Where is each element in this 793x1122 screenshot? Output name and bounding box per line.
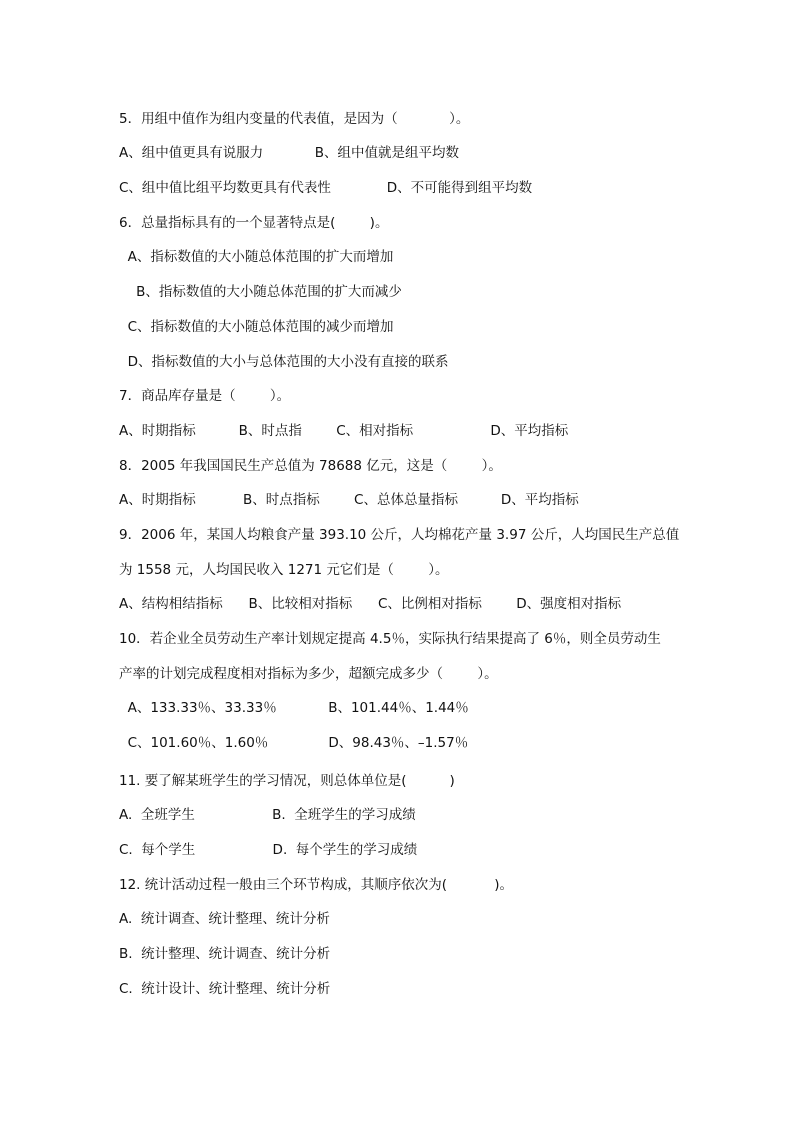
question-8-options: A、时期指标 B、时点指标 C、总体总量指标 D、平均指标 <box>119 492 579 508</box>
question-10-line-2: 产率的计划完成程度相对指标为多少，超额完成多少（ ）。 <box>119 666 498 682</box>
question-12: 12. 统计活动过程一般由三个环节构成，其顺序依次为( )。 <box>119 877 513 893</box>
question-7-options: A、时期指标 B、时点指 C、相对指标 D、平均指标 <box>119 423 569 439</box>
question-9-options: A、结构相结指标 B、比较相对指标 C、比例相对指标 D、强度相对指标 <box>119 596 622 612</box>
question-6-option-d: D、指标数值的大小与总体范围的大小没有直接的联系 <box>119 354 449 370</box>
question-9-line-2: 为 1558 元，人均国民收入 1271 元它们是（ ）。 <box>119 562 449 578</box>
question-12-option-b: B. 统计整理、统计调查、统计分析 <box>119 946 331 962</box>
question-10-line-1: 10．若企业全员劳动生产率计划规定提高 4.5％，实际执行结果提高了 6％，则全员劳动生 <box>119 631 661 647</box>
question-8: 8．2005 年我国国民生产总值为 78688 亿元，这是（ ）。 <box>119 458 502 474</box>
question-11: 11. 要了解某班学生的学习情况，则总体单位是( ) <box>119 773 455 789</box>
question-10-options-cd: C、101.60％、1.60％ D、98.43％、–1.57％ <box>119 735 469 751</box>
question-10-options-ab: A、133.33％、33.33％ B、101.44％、1.44％ <box>119 700 469 716</box>
question-9-line-1: 9．2006 年，某国人均粮食产量 393.10 公斤，人均棉花产量 3.97 公斤，人均国民生产总值 <box>119 527 680 543</box>
question-5-options-cd: C、组中值比组平均数更具有代表性 D、不可能得到组平均数 <box>119 180 533 196</box>
question-12-option-c: C. 统计设计、统计整理、统计分析 <box>119 981 331 997</box>
question-7: 7．商品库存量是（ ）。 <box>119 388 291 404</box>
question-5: 5．用组中值作为组内变量的代表值，是因为（ ）。 <box>119 111 470 127</box>
question-11-options-ab: A. 全班学生 B. 全班学生的学习成绩 <box>119 807 416 823</box>
question-6-option-b: B、指标数值的大小随总体范围的扩大而减少 <box>119 284 402 300</box>
question-6-option-a: A、指标数值的大小随总体范围的扩大而增加 <box>119 249 394 265</box>
question-12-option-a: A. 统计调查、统计整理、统计分析 <box>119 911 330 927</box>
question-11-options-cd: C. 每个学生 D. 每个学生的学习成绩 <box>119 842 418 858</box>
question-5-options-ab: A、组中值更具有说服力 B、组中值就是组平均数 <box>119 145 459 161</box>
question-6: 6．总量指标具有的一个显著特点是( )。 <box>119 215 389 231</box>
question-6-option-c: C、指标数值的大小随总体范围的减少而增加 <box>119 319 394 335</box>
